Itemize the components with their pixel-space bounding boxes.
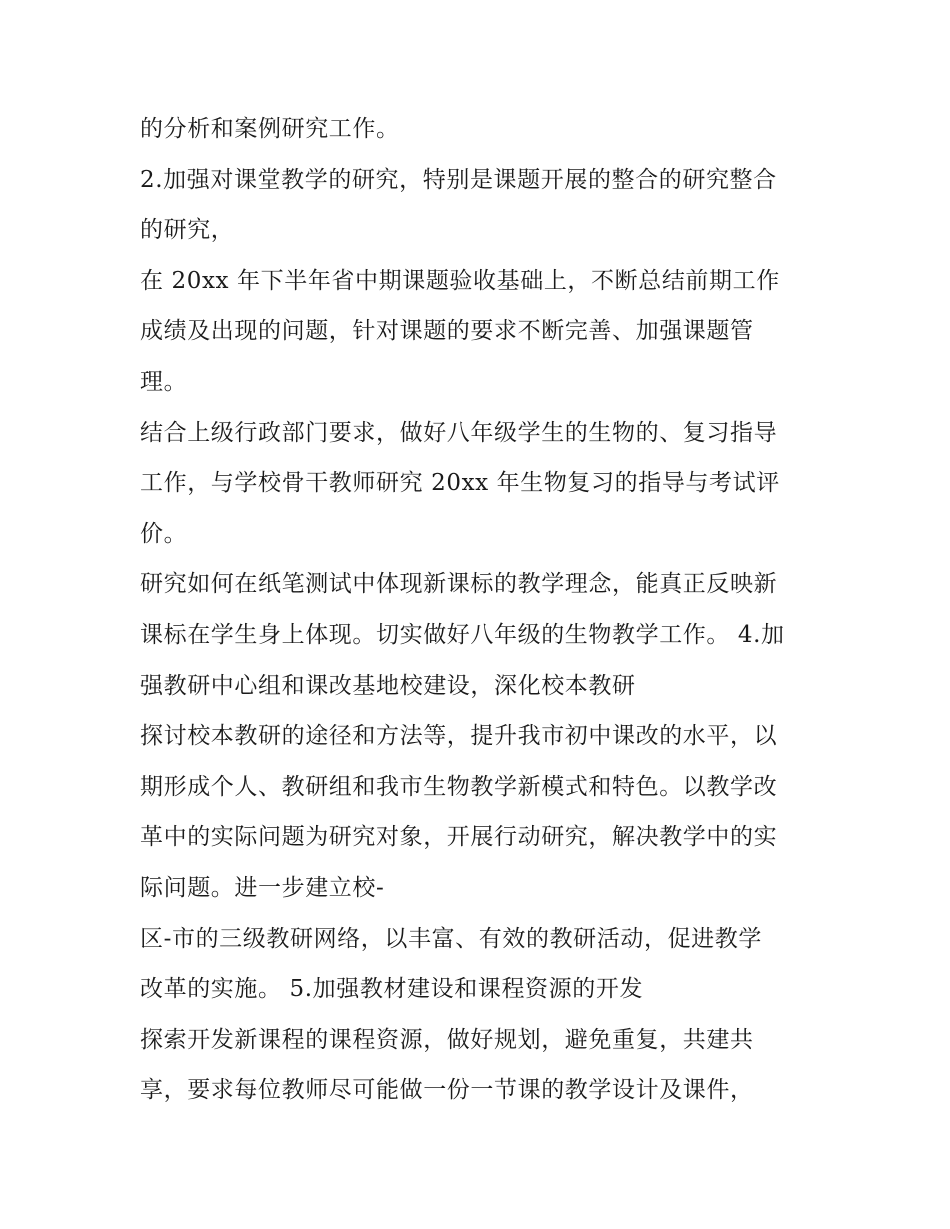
- text-line: 际问题。进一步建立校-: [140, 874, 385, 901]
- text-line: 期形成个人、教研组和我市生物教学新模式和特色。以教学改: [140, 773, 778, 800]
- text-line: 成绩及出现的问题，针对课题的要求不断完善、加强课题管: [140, 318, 754, 345]
- text-line: 结合上级行政部门要求，做好八年级学生的生物的、复习指导: [140, 419, 778, 446]
- text-line: 理。: [140, 368, 188, 395]
- text-line: 课标在学生身上体现。切实做好八年级的生物教学工作。 4.加: [140, 621, 785, 648]
- text-line: 革中的实际问题为研究对象，开展行动研究，解决教学中的实: [140, 824, 778, 851]
- text-line: 在 20xx 年下半年省中期课题验收基础上，不断总结前期工作: [140, 267, 780, 294]
- text-line: 探索开发新课程的课程资源，做好规划，避免重复，共建共: [140, 1026, 754, 1053]
- text-line: 的分析和案例研究工作。: [140, 116, 400, 142]
- text-line: 享，要求每位教师尽可能做一份一节课的教学设计及课件，: [140, 1077, 754, 1104]
- text-line: 工作，与学校骨干教师研究 20xx 年生物复习的指导与考试评: [140, 470, 780, 497]
- body-text: [140, 104, 830, 1116]
- text-line: 改革的实施。 5.加强教材建设和课程资源的开发: [140, 976, 644, 1003]
- text-line: 强教研中心组和课改基地校建设，深化校本教研: [140, 672, 636, 699]
- text-line: 的研究，: [140, 217, 235, 244]
- text-line: 区-市的三级教研网络，以丰富、有效的教研活动，促进教学: [140, 925, 762, 952]
- text-line: 2.加强对课堂教学的研究，特别是课题开展的整合的研究整合: [140, 166, 777, 193]
- text-line: 价。: [140, 520, 188, 547]
- text-line: 研究如何在纸笔测试中体现新课标的教学理念，能真正反映新: [140, 571, 778, 598]
- text-line: 探讨校本教研的途径和方法等，提升我市初中课改的水平，以: [140, 723, 778, 750]
